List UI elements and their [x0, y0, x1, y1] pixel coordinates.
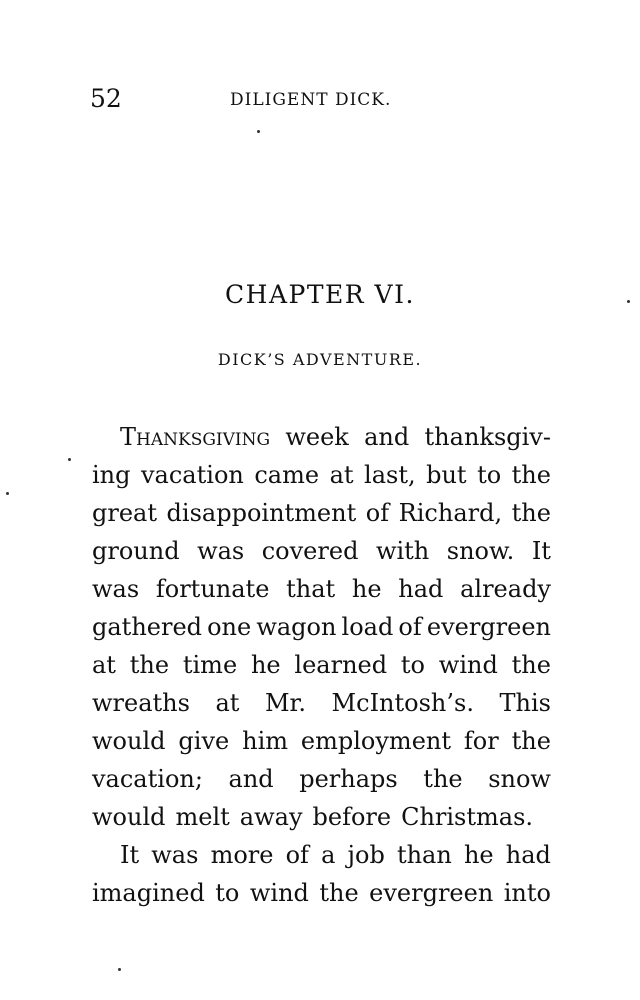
word: than — [396, 841, 452, 869]
word: for — [463, 727, 499, 755]
word: and — [364, 423, 410, 451]
lead-word: THANKSGIVING — [120, 423, 271, 451]
word: was — [197, 537, 245, 565]
word: the — [511, 727, 551, 755]
word: evergreen — [426, 613, 551, 641]
text-line — [92, 494, 551, 532]
word: vacation — [141, 461, 244, 489]
word: vacation; — [92, 765, 203, 793]
text-line — [92, 760, 551, 798]
word: to — [215, 879, 240, 907]
word: had — [505, 841, 551, 869]
word: It — [120, 841, 140, 869]
text-line — [92, 722, 551, 760]
word: away — [239, 803, 303, 831]
ink-speck — [257, 130, 260, 133]
word: McIntosh’s. — [331, 689, 474, 717]
word: disappointment — [166, 499, 357, 527]
chapter-subtitle: DICK’S ADVENTURE. — [217, 350, 423, 369]
word: wagon — [256, 613, 337, 641]
word: at — [92, 651, 116, 679]
word: the — [511, 499, 551, 527]
word: of — [398, 613, 422, 641]
word: melt — [175, 803, 230, 831]
ink-speck — [6, 492, 9, 495]
word: came — [254, 461, 320, 489]
word: the — [511, 461, 551, 489]
word: with — [375, 537, 430, 565]
word: was — [92, 575, 140, 603]
word: gathered — [92, 613, 203, 641]
word: that — [286, 575, 336, 603]
word: had — [398, 575, 444, 603]
text-line — [92, 798, 551, 836]
word: the — [319, 879, 359, 907]
text-line — [92, 456, 551, 494]
word: more — [210, 841, 274, 869]
text-line — [92, 836, 551, 874]
ink-speck — [68, 458, 71, 461]
word: a — [321, 841, 336, 869]
ink-speck — [118, 968, 121, 971]
word: and — [228, 765, 274, 793]
word: employment — [300, 727, 451, 755]
word: he — [463, 841, 494, 869]
word: load — [341, 613, 394, 641]
word: fortunate — [155, 575, 270, 603]
word: wreaths — [92, 689, 190, 717]
word: the — [511, 651, 551, 679]
word: job — [347, 841, 385, 869]
word: at — [215, 689, 240, 717]
text-line — [92, 608, 551, 646]
word: learned — [294, 651, 388, 679]
word: at — [329, 461, 354, 489]
word: Richard, — [398, 499, 503, 527]
word: wind — [249, 879, 309, 907]
word: Mr. — [264, 689, 307, 717]
word: This — [499, 689, 551, 717]
word: wind — [438, 651, 498, 679]
word: snow — [488, 765, 551, 793]
text-line — [92, 646, 551, 684]
word: of — [285, 841, 309, 869]
word: into — [503, 879, 551, 907]
word: him — [242, 727, 289, 755]
text-line — [92, 684, 551, 722]
word: was — [151, 841, 199, 869]
word: It — [531, 537, 551, 565]
word: already — [460, 575, 551, 603]
word: week — [285, 423, 349, 451]
text-line — [92, 874, 551, 912]
word: covered — [261, 537, 359, 565]
word: ing — [92, 461, 131, 489]
word: the — [129, 651, 170, 679]
word: time — [182, 651, 238, 679]
word: perhaps — [299, 765, 398, 793]
word: great — [92, 499, 157, 527]
body-text — [92, 418, 551, 912]
word: he — [351, 575, 382, 603]
word: but — [426, 461, 467, 489]
running-title: DILIGENT DICK. — [230, 90, 392, 110]
word: to — [477, 461, 502, 489]
word: thanksgiv- — [424, 423, 551, 451]
word: would — [92, 727, 166, 755]
word: snow. — [446, 537, 515, 565]
word: Christmas. — [401, 803, 534, 831]
word: give — [178, 727, 230, 755]
page-number: 52 — [90, 84, 122, 113]
chapter-title: CHAPTER VI. — [225, 280, 415, 309]
word: evergreen — [369, 879, 494, 907]
word: one — [207, 613, 252, 641]
word: imagined — [92, 879, 205, 907]
word: before — [312, 803, 392, 831]
word: last, — [364, 461, 416, 489]
running-head — [90, 82, 550, 116]
text-line — [92, 532, 551, 570]
text-line — [92, 570, 551, 608]
ink-speck — [627, 300, 630, 303]
word: the — [423, 765, 463, 793]
word: to — [400, 651, 425, 679]
word: would — [92, 803, 166, 831]
word: he — [250, 651, 281, 679]
word: ground — [92, 537, 180, 565]
text-line — [92, 418, 551, 456]
word: of — [365, 499, 390, 527]
